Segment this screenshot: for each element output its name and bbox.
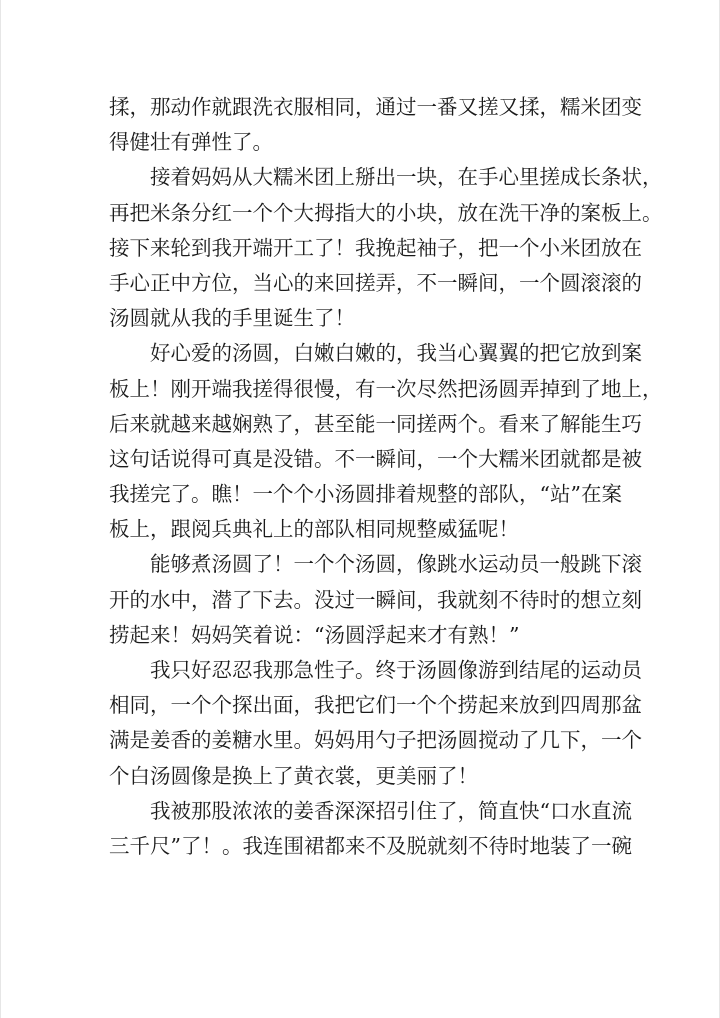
text-line: 好心爱的汤圆，白嫩白嫩的，我当心翼翼的把它放到案 [150,341,642,366]
text-line: 再把米条分红一个个大拇指大的小块，放在洗干净的案板上。 [109,200,663,225]
text-line: 能够煮汤圆了！一个个汤圆，像跳水运动员一般跳下滚 [150,552,642,577]
text-line: 满是姜香的姜糖水里。妈妈用勺子把汤圆搅动了几下，一个 [109,728,642,753]
text-line: 相同，一个个探出面，我把它们一个个捞起来放到四周那盆 [109,693,642,718]
text-line: 揉，那动作就跟洗衣服相同，通过一番又搓又揉，糯米团变 [109,95,642,119]
text-line: 汤圆就从我的手里诞生了！ [109,306,355,331]
body-text [109,90,663,864]
text-line: 接下来轮到我开端开工了！我挽起袖子，把一个小米团放在 [109,235,642,260]
text-line: 开的水中，潜了下去。没过一瞬间，我就刻不待时的想立刻 [109,587,642,612]
text-line: 我只好忍忍我那急性子。终于汤圆像游到结尾的运动员 [150,658,642,682]
text-line: 这句话说得可真是没错。不一瞬间，一个大糯米团就都是被 [109,446,642,471]
text-line: 后来就越来越娴熟了，甚至能一同搓两个。看来了解能生巧 [109,411,642,436]
text-line: 手心正中方位，当心的来回搓弄，不一瞬间，一个圆滚滚的 [109,270,642,295]
text-line: 板上，跟阅兵典礼上的部队相同规整威猛呢！ [109,517,519,542]
text-line: 三千尺”了！。我连围裙都来不及脱就刻不待时地装了一碗 [109,833,632,858]
text-line: 我搓完了。瞧！一个个小汤圆排着规整的部队，“站”在案 [109,482,622,507]
text-line: 个白汤圆像是换上了黄衣裳，更美丽了！ [109,763,478,788]
text-line: 得健壮有弹性了。 [109,130,273,155]
text-line: 板上！刚开端我搓得很慢，有一次尽然把汤圆弄掉到了地上， [109,376,663,401]
text-line: 接着妈妈从大糯米团上掰出一块，在手心里搓成长条状， [150,165,663,190]
text-line: 捞起来！妈妈笑着说：“汤圆浮起来才有熟！” [109,622,520,647]
text-line: 我被那股浓浓的姜香深深招引住了，简直快“口水直流 [150,798,632,823]
